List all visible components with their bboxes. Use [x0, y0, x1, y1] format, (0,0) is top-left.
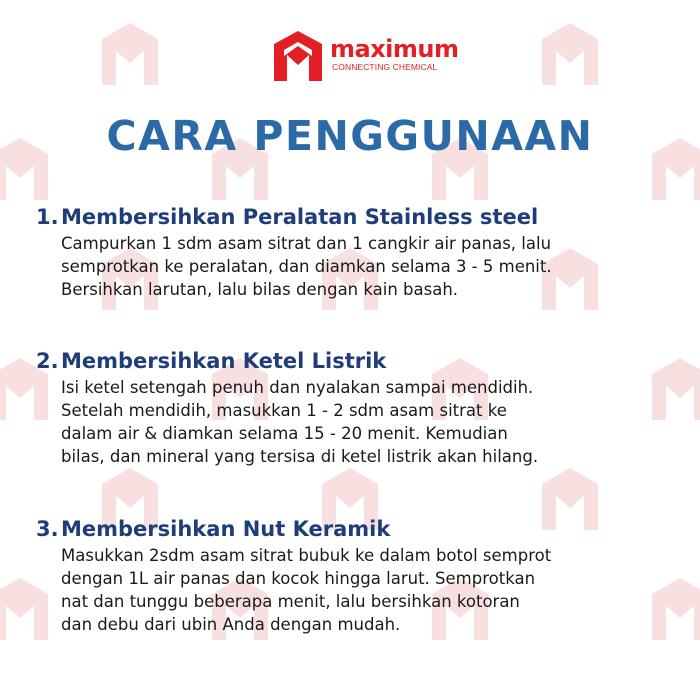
brand-tagline: CONNECTING CHEMICAL [332, 62, 438, 72]
step-title: Membersihkan Ketel Listrik [61, 349, 387, 373]
m-logo-icon [272, 30, 324, 82]
step-3 [36, 514, 676, 636]
step-line: Isi ketel setengah penuh dan nyalakan sampai mendidih. [61, 378, 534, 397]
step-title: Membersihkan Peralatan Stainless steel [61, 205, 539, 229]
page-title: CARA PENGGUNAAN [106, 112, 594, 160]
brand-name: maximum [330, 35, 459, 63]
step-line: dengan 1L air panas dan kocok hingga larut. Semprotkan [61, 569, 536, 588]
step-line: Setelah mendidih, masukkan 1 - 2 sdm asam sitrat ke [61, 401, 507, 420]
step-line: Masukkan 2sdm asam sitrat bubuk ke dalam botol semprot [61, 546, 552, 565]
brand-logo [272, 30, 459, 82]
step-line: Bersihkan larutan, lalu bilas dengan kain basah. [61, 280, 459, 299]
step-description [61, 232, 676, 301]
step-title: Membersihkan Nut Keramik [61, 517, 391, 541]
step-2 [36, 346, 676, 468]
step-line: bilas, dan mineral yang tersisa di ketel listrik akan hilang. [61, 447, 539, 466]
step-description [61, 544, 676, 636]
step-heading [36, 202, 676, 232]
step-heading [36, 346, 676, 376]
step-heading [36, 514, 676, 544]
step-line: nat dan tunggu beberapa menit, lalu bersihkan kotoran [61, 592, 520, 611]
step-number: 1. [36, 205, 59, 229]
step-description [61, 376, 676, 468]
step-number: 2. [36, 349, 59, 373]
step-line: dan debu dari ubin Anda dengan mudah. [61, 615, 401, 634]
step-line: semprotkan ke peralatan, dan diamkan selama 3 - 5 menit. [61, 257, 552, 276]
step-1 [36, 202, 676, 301]
step-line: dalam air & diamkan selama 15 - 20 menit. Kemudian [61, 424, 508, 443]
step-line: Campurkan 1 sdm asam sitrat dan 1 cangkir air panas, lalu [61, 234, 552, 253]
step-number: 3. [36, 517, 59, 541]
